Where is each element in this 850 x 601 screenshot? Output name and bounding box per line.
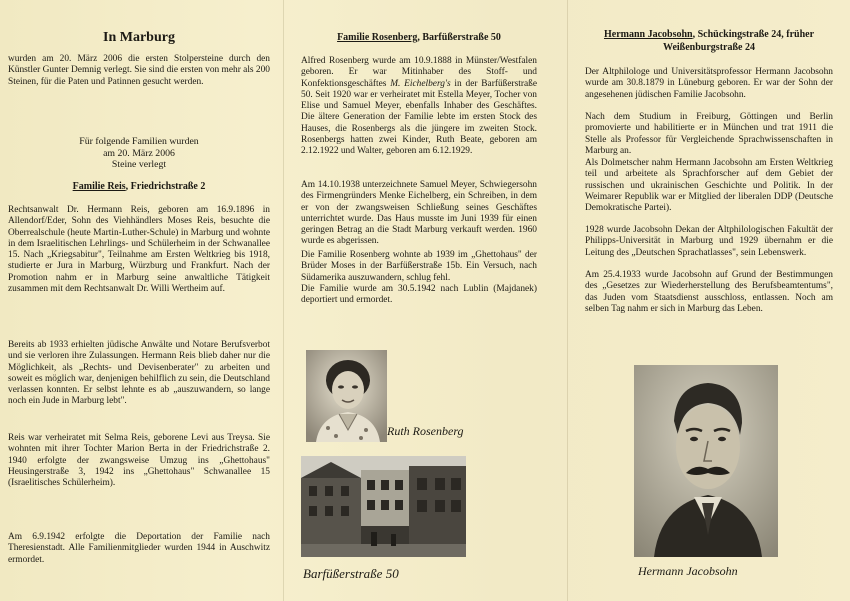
jacobsohn-address-1: , Schückingstraße 24, früher [692, 29, 815, 40]
jacobsohn-address-2: Weißenburgstraße 24 [663, 41, 755, 53]
subhead-line-3: Steine verlegt [111, 159, 167, 170]
portrait-girl-image [306, 350, 387, 442]
family-rosenberg-address: , Barfüßerstraße 50 [417, 32, 501, 43]
family-rosenberg-heading [301, 32, 537, 44]
subhead-line-2: am 20. März 2006 [103, 147, 175, 159]
column-jacobsohn [585, 0, 833, 601]
family-reis-heading [8, 181, 270, 193]
fold-line-left [283, 0, 284, 601]
hermann-jacobsohn-photo [634, 365, 778, 557]
ruth-rosenberg-photo [306, 350, 387, 442]
reis-paragraph-2: Bereits ab 1933 erhielten jüdische Anwälte und Notare Berufsverbot und sie verloren ihre Zulassungen. Hermann Reis blieb daher nur die Möglichkeit, als „Rechts- und Devisenberater" zu arbeiten und soweit es möglich war, denjenigen behilflich zu sein, die Deutschland verlassen konnten. Er selbst lehnte es ab „auszuwandern, so lange noch ein Jude in Marburg lebt". [8, 340, 270, 407]
jacobsohn-heading [585, 29, 833, 54]
rosenberg-paragraph-4: Die Familie wurde am 30.5.1942 nach Lublin (Majdanek) deportiert und ermordet. [301, 284, 537, 306]
family-rosenberg-name: Familie Rosenberg [337, 32, 418, 43]
jacobsohn-paragraph-3: Als Dolmetscher nahm Hermann Jacobsohn am Ersten Weltkrieg teil und arbeitete als Sprachforscher auf dem Gebiet der russischen und ukrainischen Geschichte und Politik. In der Weimarer Republik war er Mitglied der liberalen DDP (Deutsche Demokratische Partei). [585, 158, 833, 214]
jacobsohn-paragraph-4: 1928 wurde Jacobsohn Dekan der Altphilologischen Fakultät der Philipps-Universität in Marburg und 1929 übernahm er die Leitung des „Deutschen Sprachatlasses", sein Lebenswerk. [585, 225, 833, 258]
reis-paragraph-1: Rechtsanwalt Dr. Hermann Reis, geboren am 16.9.1896 in Allendorf/Eder, Sohn des Viehhändlers Moses Reis, besuchte die Oberrealschule (heute Martin-Luther-Schule) in Marburg und wohnte in dem Israelitischen Lehrlings- und Schülerheim in der Schwanallee 15. Nach „Kriegsabitur", Teilnahme am Ersten Weltkrieg bis 1918, studierte er Jura in Marburg, Würzburg und Frankfurt. Nach der Promotion nahm er in Marburg seine anwaltliche Tätigkeit zusammen mit dem Rechtsanwalt Dr. Willi Wertheim auf. [8, 205, 270, 295]
family-reis-name: Familie Reis [72, 181, 126, 192]
barfuesserstrasse-caption: Barfüßerstraße 50 [303, 566, 399, 581]
portrait-man-image [634, 365, 778, 557]
barfuesserstrasse-photo [301, 456, 466, 557]
rosenberg-paragraph-3: Die Familie Rosenberg wohnte ab 1939 im „Ghettohaus" der Brüder Moses in der Barfüßerstraße 15b. Ein Versuch, nach Südamerika auszuwandern, schlug fehl. [301, 250, 537, 283]
jacobsohn-name: Hermann Jacobsohn [603, 29, 693, 40]
subhead-line-1: Für folgende Familien wurden [79, 136, 199, 147]
ruth-rosenberg-caption: Ruth Rosenberg [387, 424, 464, 438]
intro-paragraph: wurden am 20. März 2006 die ersten Stolpersteine durch den Künstler Gunter Demnig verlegt. Sie sind die ersten von mehr als 200 Steinen, für die Paten und Patinnen gesucht werden. [8, 54, 270, 87]
reis-paragraph-4: Am 6.9.1942 erfolgte die Deportation der Familie nach Theresienstadt. Alle Familienmitglieder wurden 1944 in Auschwitz ermordet. [8, 532, 270, 565]
rosenberg-paragraph-2: Am 14.10.1938 unterzeichnete Samuel Meyer, Schwiegersohn des Firmengründers Menke Eichelberg, ein Schreiben, in dem er von der zwangsweisen Schließung seines Geschäftes unterrichtet wurde. Das Haus musste im Juni 1939 für einen geringen Betrag an die Stadt Marburg verkauft werden. 1960 wurde es abgerissen. [301, 180, 537, 247]
hermann-jacobsohn-caption: Hermann Jacobsohn [638, 564, 738, 578]
family-reis-address: , Friedrichstraße 2 [125, 181, 206, 192]
rosenberg-paragraph-1: Alfred Rosenberg wurde am 10.9.1888 in Münster/Westfalen geboren. Er war Mitinhaber des Stoff- und Konfektionsgeschäftes M. Eichelberg's in der Barfüßerstraße 50. Seit 1920 war er verheiratet mit Estella Meyer, Tocher von Elise und Samuel Meyer, ebenfalls Inhaber des Geschäftes. Die ältere Generation der Familie lebte im ersten Stock des Hauses, die Rosenbergs als die jüngere im zweiten Stock. Rosenbergs hatten zwei Kinder, Ruth Beate, geboren am 2.12.1922 und Walter, geboren am 6.12.1929. [301, 56, 537, 157]
subhead [8, 136, 270, 171]
column-rosenberg [301, 0, 537, 601]
section-title: In Marburg [103, 30, 175, 45]
jacobsohn-paragraph-1: Der Altphilologe und Universitätsprofessor Hermann Jacobsohn wurde am 30.8.1879 in Lüneburg geboren. Er war der Sohn der angesehenen jüdischen Familie Jacobsohn. [585, 67, 833, 100]
jacobsohn-paragraph-5: Am 25.4.1933 wurde Jacobsohn auf Grund der Bestimmungen des „Gesetzes zur Wiederherstellung des Berufsbeamtentums", das Juden vom Staatsdienst ausschloss, entlassen. Noch am selben Tag nahm er sich in Marburg das Leben. [585, 270, 833, 314]
column-marburg [8, 0, 270, 601]
fold-line-right [567, 0, 568, 601]
street-scene-image [301, 456, 466, 557]
reis-paragraph-3: Reis war verheiratet mit Selma Reis, geborene Levi aus Treysa. Sie wohnten mit ihrer Tochter Marion Berta in der Friedrichstraße 2. 1940 erfolgte der zwangsweise Umzug ins „Ghettohaus" Heusingerstraße 3, 1942 ins „Ghettohaus" Schwanallee 15 (Israelitisches Schülerheim). [8, 433, 270, 489]
jacobsohn-paragraph-2: Nach dem Studium in Freiburg, Göttingen und Berlin promovierte und habilitierte er in München und trat 1911 die Stelle als Professor für Vergleichende Sprachwissenschaften in Marburg an. [585, 112, 833, 156]
